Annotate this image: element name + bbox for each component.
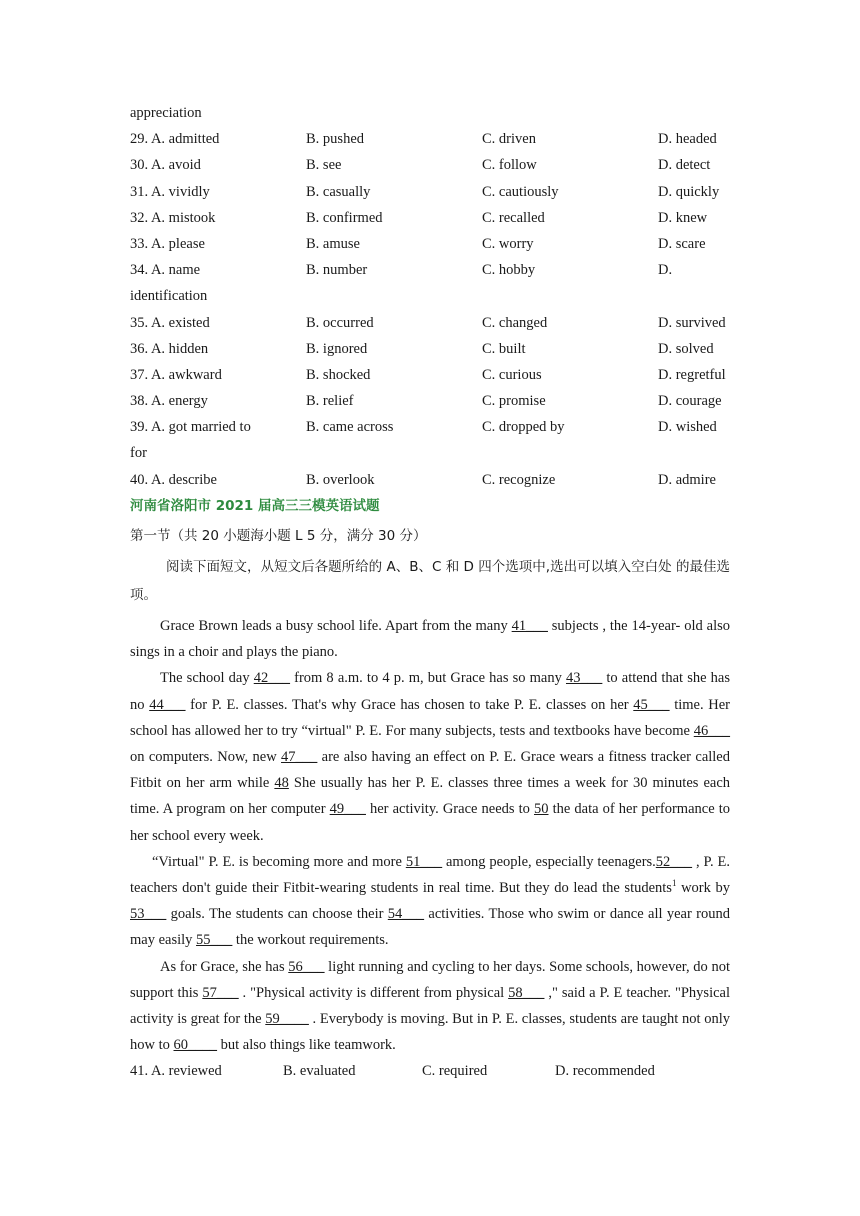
option-b: B. number [306, 262, 368, 279]
text: “Virtual" P. E. is becoming more and more [152, 853, 406, 870]
text: . Everybody is moving. But in P. E. classes, students are taught not only how to [130, 1011, 730, 1054]
option-c: C. built [482, 340, 526, 357]
question-options-row [130, 231, 730, 257]
blank-59: 59____ [265, 1011, 309, 1028]
text: She usually has her P. E. classes three times a week for 30 minutes each time. A program on her computer [130, 775, 730, 818]
option-b: B. evaluated [283, 1063, 356, 1080]
text: The school day [160, 670, 254, 687]
option-a: 30. A. avoid [130, 157, 201, 174]
option-a: 40. A. describe [130, 471, 217, 488]
option-b: B. amuse [306, 235, 360, 252]
text: light running and cycling to her days. Some schools, however, do not support this [130, 958, 730, 1001]
text: on computers. Now, new [130, 749, 282, 766]
option-b: B. overlook [306, 471, 375, 488]
question-options-row [130, 152, 730, 178]
option-c: C. required [422, 1063, 488, 1080]
text: . "Physical activity is different from physical [238, 984, 509, 1001]
question-options-row [130, 388, 730, 414]
text: As for Grace, she has [160, 958, 289, 975]
text: subjects , the 14-year- old also sings in a choir and plays the piano. [130, 618, 730, 661]
passage-paragraph-1 [130, 613, 730, 665]
option-d: D. courage [658, 393, 722, 410]
option-a: 38. A. energy [130, 393, 208, 410]
option-b: B. confirmed [306, 209, 383, 226]
text: goals. The students can choose their [166, 906, 388, 923]
question-options-row [130, 257, 730, 283]
section-heading: 第一节（共 20 小题海小题 L 5 分，满分 30 分） [130, 528, 427, 544]
question-options-row [130, 310, 730, 336]
option-c: C. worry [482, 235, 534, 252]
text: from 8 a.m. to 4 p. m, but Grace has so many [289, 670, 566, 687]
option-c: C. promise [482, 393, 546, 410]
option-d: D. regretful [658, 366, 726, 383]
text: activities. Those who swim or dance all year round may easily [130, 906, 730, 949]
option-b: B. see [306, 157, 342, 174]
option-a: 37. A. awkward [130, 366, 222, 383]
option-a: 33. A. please [130, 235, 205, 252]
blank-42: 42___ [253, 670, 290, 687]
blank-49: 49___ [329, 801, 366, 818]
question-40-options [130, 467, 730, 493]
option-c: C. follow [482, 157, 537, 174]
blank-48: 48 [274, 775, 289, 792]
blank-52: 52___ [655, 853, 693, 870]
option-d: D. detect [658, 157, 711, 174]
option-d: D. wished [658, 419, 717, 436]
option-a: 34. A. name [130, 262, 201, 279]
blank-55: 55___ [196, 932, 233, 949]
options-block-2 [130, 310, 730, 441]
options-block-1 [130, 126, 730, 283]
option-d: D. solved [658, 340, 714, 357]
option-wrap-39: for [130, 445, 147, 462]
option-a: 29. A. admitted [130, 131, 220, 148]
option-d: D. survived [658, 314, 726, 331]
text: among people, especially teenagers. [442, 853, 656, 870]
text: are also having an effect on P. E. Grace wears a fitness tracker called Fitbit on her arm while [130, 749, 730, 792]
blank-50: 50 [534, 801, 549, 818]
blank-45: 45___ [633, 696, 670, 713]
option-d: D. scare [658, 235, 706, 252]
blank-43: 43___ [565, 670, 603, 687]
option-c: C. driven [482, 131, 536, 148]
blank-47: 47___ [281, 749, 318, 766]
text: ," said a P. E teacher. "Physical activity is great for the [130, 984, 730, 1028]
option-b: B. occurred [306, 314, 374, 331]
passage-paragraph-4 [130, 954, 730, 1059]
blank-58: 58___ [508, 984, 545, 1001]
option-b: B. ignored [306, 340, 368, 357]
text: her activity. Grace needs to [365, 801, 534, 818]
option-a: 41. A. reviewed [130, 1063, 222, 1080]
blank-51: 51___ [405, 853, 443, 870]
option-c: C. changed [482, 314, 548, 331]
question-options-row [130, 362, 730, 388]
option-a: 36. A. hidden [130, 340, 209, 357]
question-options-row [130, 336, 730, 362]
blank-41: 41___ [511, 618, 548, 634]
option-d: D. quickly [658, 183, 720, 200]
text: Grace Brown leads a busy school life. Apart from the many [160, 618, 512, 634]
option-d: D. headed [658, 131, 717, 148]
blank-57: 57___ [202, 984, 239, 1001]
option-a: 35. A. existed [130, 314, 210, 331]
blank-60: 60____ [173, 1037, 217, 1054]
instructions: 阅读下面短文，从短文后各题所给的 A、B、C 和 D 四个选项中,选出可以填入空白处 的最佳选项。 [130, 559, 730, 603]
option-b: B. casually [306, 183, 371, 200]
passage-paragraph-2 [130, 665, 730, 848]
exam-title: 河南省洛阳市 2021 届高三三模英语试题 [130, 497, 380, 514]
blank-44: 44___ [149, 696, 186, 713]
question-41-options [130, 1058, 730, 1084]
option-b: B. pushed [306, 131, 364, 148]
text: , P. E. teachers don't guide their Fitbit-wearing students in real time. But they do lead the students [130, 853, 730, 897]
text: work by [676, 880, 730, 897]
text: for P. E. classes. That's why Grace has chosen to take P. E. classes on her [185, 696, 634, 713]
option-c: C. cautiously [482, 183, 559, 200]
blank-56: 56___ [288, 958, 325, 975]
option-a: 39. A. got married to [130, 419, 251, 436]
footnote-mark: 1 [671, 878, 677, 889]
option-b: B. relief [306, 393, 354, 410]
option-b: B. came across [306, 419, 394, 436]
option-c: C. hobby [482, 262, 536, 279]
option-d: D. admire [658, 471, 716, 488]
blank-54: 54___ [387, 906, 425, 923]
option-wrap-34: identification [130, 288, 208, 305]
question-options-row [130, 414, 730, 440]
option-b: B. shocked [306, 366, 371, 383]
text: time. Her school has allowed her to try “virtual" P. E. For many subjects, tests and textbooks have become [130, 696, 731, 739]
option-c: C. curious [482, 366, 542, 383]
passage-paragraph-3 [130, 849, 730, 954]
option-c: C. dropped by [482, 419, 565, 436]
overflow-word: appreciation [130, 105, 202, 121]
text: to attend that she has no [130, 670, 731, 713]
option-c: C. recognize [482, 471, 556, 488]
option-d: D. recommended [555, 1063, 655, 1080]
exam-page [130, 100, 730, 1085]
question-options-row [130, 179, 730, 205]
question-options-row [130, 126, 730, 152]
question-options-row [130, 205, 730, 231]
blank-53: 53___ [130, 906, 167, 923]
option-c: C. recalled [482, 209, 545, 226]
option-d: D. [658, 262, 673, 279]
blank-46: 46___ [693, 722, 730, 739]
text: the workout requirements. [232, 932, 389, 949]
option-d: D. knew [658, 209, 708, 226]
option-a: 32. A. mistook [130, 209, 216, 226]
text: the data of her performance to her school every week. [130, 801, 730, 844]
option-a: 31. A. vividly [130, 183, 210, 200]
text: but also things like teamwork. [217, 1037, 396, 1054]
